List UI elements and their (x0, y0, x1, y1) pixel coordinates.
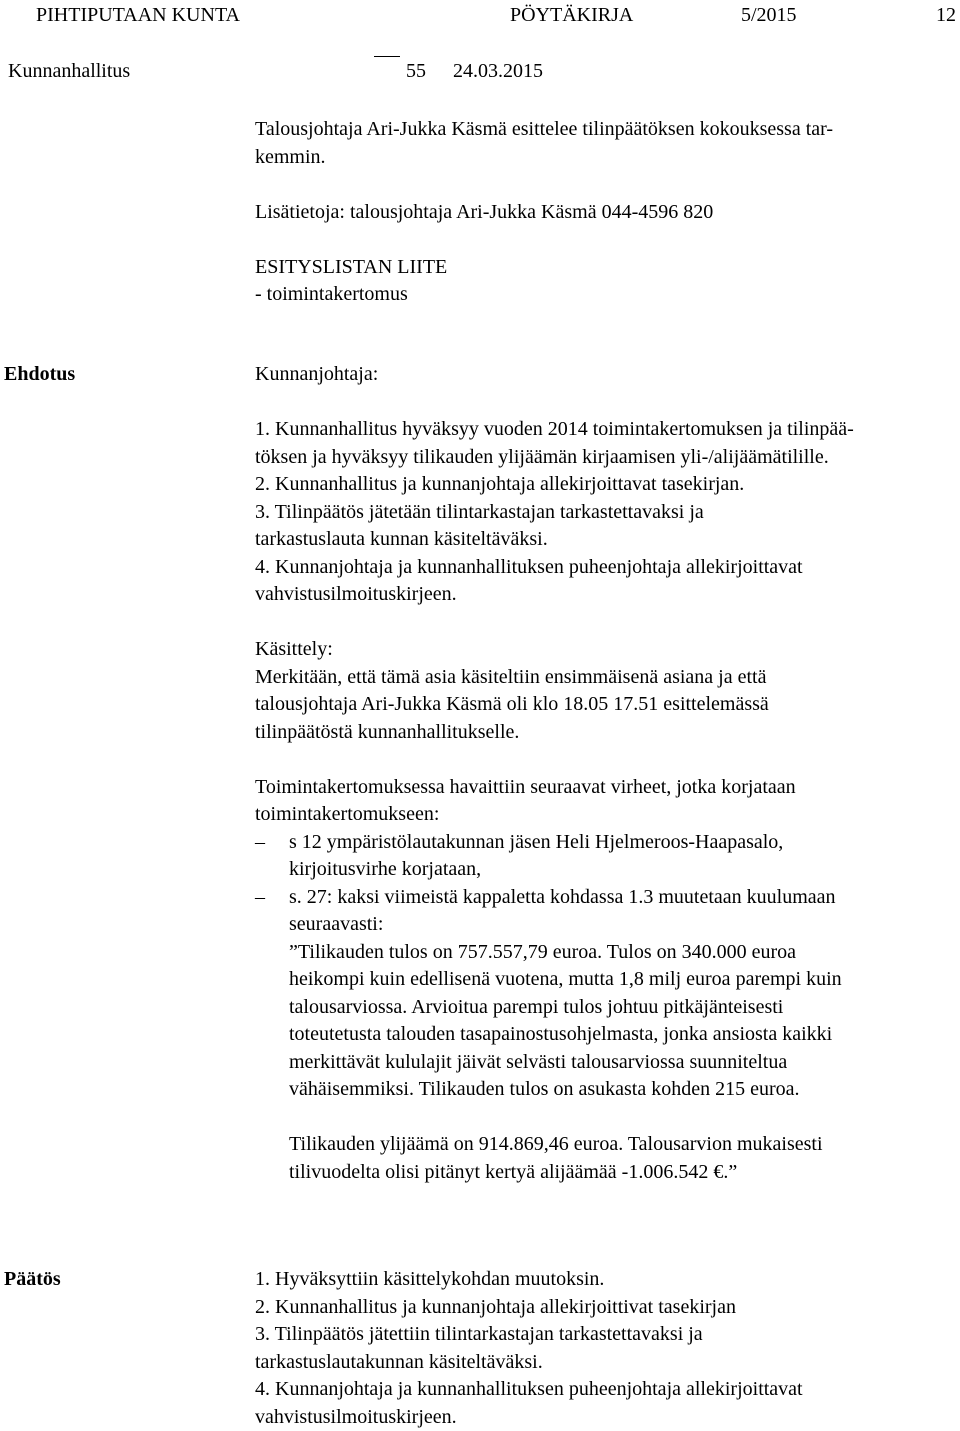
document-number: 5/2015 (741, 4, 797, 26)
document-type: PÖYTÄKIRJA (510, 4, 634, 26)
proposal-line: töksen ja hyväksyy tilikauden ylijäämän kirjaamisen yli-/alijäämätilille. (255, 445, 829, 468)
quoted-text: ”Tilikauden tulos on 757.557,79 euroa. Tulos on 340.000 euroa heikompi kuin edellisenä vuotena, mutta 1,8 milj euroa parempi kuin talousarviossa. Arvioitua parempi tulos johtuu pitkäjänteisesti toteutetusta talouden tasapainostusohjelmasta, jonka ansiosta kaikki merkittävät kululajit jäivät selvästi talousarviossa suunniteltua vähäisemmiksi. Tilikauden tulos on asukasta kohden 215 euroa. Tilikauden ylijäämä on 914.869,46 euroa. Talousarvion mukaisesti tilivuodelta olisi pitänyt kertyä alijäämää -1.006.542 €.” (289, 940, 842, 1183)
section-number: 55 (374, 56, 426, 86)
section-mark (374, 56, 400, 57)
municipality-name: PIHTIPUTAAN KUNTA (36, 4, 241, 26)
errors-intro: toimintakertomukseen: (255, 803, 440, 825)
dash-bullet: – (255, 830, 265, 853)
handling-label: Käsittely: (255, 638, 333, 660)
proposal-line: 1. Kunnanhallitus hyväksyy vuoden 2014 toimintakertomuksen ja tilinpää- (255, 418, 854, 440)
intro-line: Talousjohtaja Ari-Jukka Käsmä esittelee tilinpäätöksen kokouksessa tar- (255, 118, 834, 140)
decision-line: vahvistusilmoituskirjeen. (255, 1405, 457, 1428)
decision-label: Päätös (4, 1268, 61, 1290)
handling-line: Merkitään, että tämä asia käsiteltiin ensimmäisenä asiana ja että (255, 665, 767, 688)
proposal-line: 2. Kunnanhallitus ja kunnanjohtaja allekirjoittavat tasekirjan. (255, 473, 745, 495)
proposal-line: 4. Kunnanjohtaja ja kunnanhallituksen puheenjohtaja allekirjoittavat (255, 555, 803, 578)
attachment-item: - toimintakertomus (255, 283, 408, 305)
handling-line: talousjohtaja Ari-Jukka Käsmä oli klo 18.05 17.51 esittelemässä (255, 693, 769, 715)
proposal-label: Ehdotus (4, 363, 76, 385)
decision-line: 4. Kunnanjohtaja ja kunnanhallituksen puheenjohtaja allekirjoittavat (255, 1378, 803, 1400)
list-item: – s. 27: kaksi viimeistä kappaletta kohdassa 1.3 muutetaan kuulumaan seuraavasti: (255, 885, 836, 935)
meeting-body: Kunnanhallitus (8, 60, 131, 82)
proposal-line: tarkastuslauta kunnan käsiteltäväksi. (255, 528, 548, 550)
handling-line: tilinpäätöstä kunnanhallitukselle. (255, 720, 520, 743)
page-number: 12 (936, 4, 956, 26)
meeting-date: 24.03.2015 (453, 60, 543, 82)
meeting-meta (8, 56, 952, 86)
page-header (8, 0, 956, 30)
attachment-title: ESITYSLISTAN LIITE (255, 255, 448, 278)
dash-bullet: – (255, 885, 265, 908)
proposal-block (255, 361, 945, 609)
decision-block (255, 1266, 945, 1431)
decision-line: 1. Hyväksyttiin käsittelykohdan muutoksin. (255, 1268, 605, 1290)
decision-line: tarkastuslautakunnan käsiteltäväksi. (255, 1350, 543, 1373)
decision-line: 2. Kunnanhallitus ja kunnanjohtaja allekirjoittivat tasekirjan (255, 1295, 736, 1318)
proposal-line: 3. Tilinpäätös jätetään tilintarkastajan tarkastettavaksi ja (255, 500, 704, 523)
list-item: – s 12 ympäristölautakunnan jäsen Heli Hjelmeroos-Haapasalo, kirjoitusvirhe korjataan, (255, 830, 784, 880)
errors-intro: Toimintakertomuksessa havaittiin seuraavat virheet, jotka korjataan (255, 775, 796, 798)
decision-line: 3. Tilinpäätös jätettiin tilintarkastajan tarkastettavaksi ja (255, 1323, 703, 1345)
proposer: Kunnanjohtaja: (255, 363, 379, 385)
intro-block (255, 116, 945, 309)
intro-line: kemmin. (255, 145, 326, 168)
handling-block (255, 636, 945, 1186)
proposal-line: vahvistusilmoituskirjeen. (255, 583, 457, 605)
contact-info: Lisätietoja: talousjohtaja Ari-Jukka Käsmä 044-4596 820 (255, 200, 714, 223)
